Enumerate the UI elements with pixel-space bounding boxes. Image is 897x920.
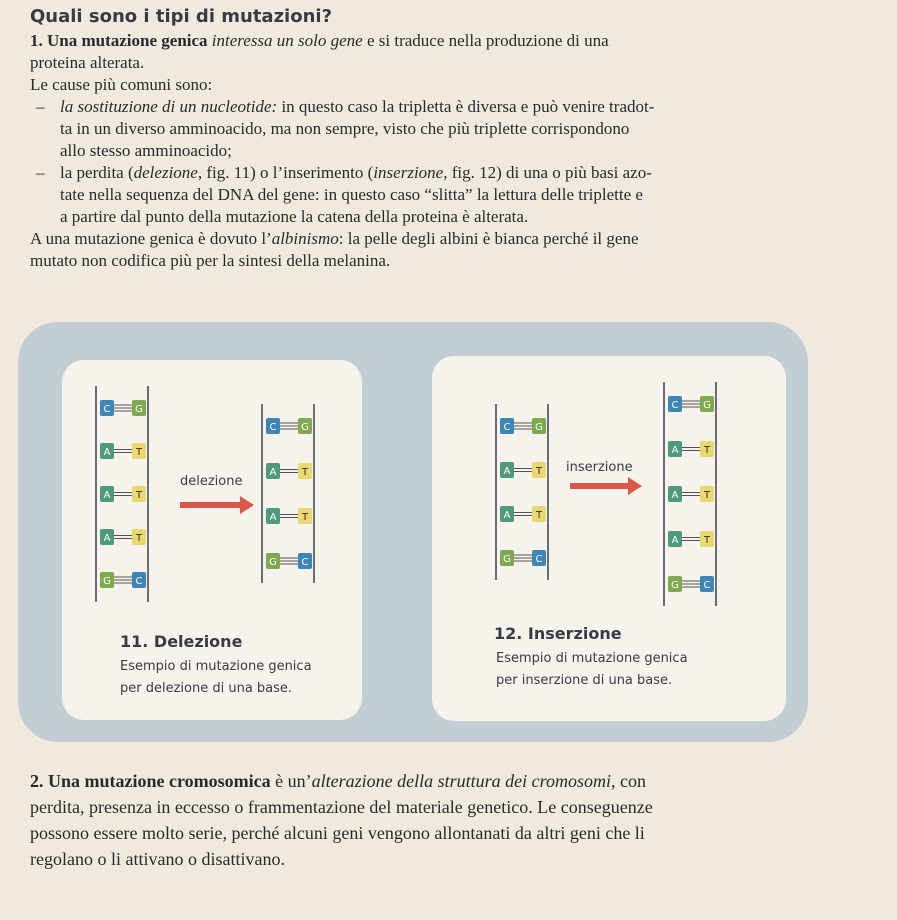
- figure-11-title: 11. Delezione: [120, 632, 243, 651]
- s1-definition: interessa un solo gene: [211, 31, 363, 50]
- nucleotide-label: A: [103, 533, 111, 544]
- nucleotide-label: A: [103, 490, 111, 501]
- nucleotide-label: G: [269, 557, 277, 568]
- base-pair: [266, 418, 312, 434]
- s1-term: Una mutazione genica: [47, 31, 208, 50]
- deletion-arrow-label: delezione: [180, 474, 243, 489]
- deletion-arrow-icon: [180, 496, 254, 514]
- section-2-text: [30, 768, 653, 872]
- base-pair: [500, 462, 546, 478]
- base-pair: [500, 418, 546, 434]
- nucleotide-label: A: [671, 535, 679, 546]
- nucleotide-label: A: [503, 466, 511, 477]
- base-pair: [100, 529, 146, 545]
- base-pair: [266, 508, 312, 524]
- s2-number: 2.: [30, 771, 44, 791]
- nucleotide-label: G: [703, 400, 711, 411]
- nucleotide-label: T: [535, 510, 543, 521]
- base-pair: [266, 553, 312, 569]
- nucleotide-label: T: [535, 466, 543, 477]
- bullet-2-delezione: delezione: [133, 163, 198, 182]
- nucleotide-label: T: [703, 445, 711, 456]
- base-pair: [668, 441, 714, 457]
- bullet-2-part-b: , fig. 11) o l’inserimento (: [197, 163, 374, 182]
- s1-line1-rest: e si traduce nella produzione di una: [366, 31, 609, 50]
- nucleotide-label: T: [135, 490, 143, 501]
- nucleotide-label: C: [503, 422, 511, 433]
- nucleotide-label: T: [135, 447, 143, 458]
- section-heading: Quali sono i tipi di mutazioni?: [30, 6, 333, 27]
- s2-line1-c: , con: [610, 771, 646, 791]
- base-pair: [500, 550, 546, 566]
- nucleotide-label: C: [135, 576, 143, 587]
- insertion-arrow-icon: [570, 477, 642, 495]
- albinismo-term: albinismo: [271, 229, 339, 248]
- nucleotide-label: A: [269, 512, 277, 523]
- bullet-2-part-a: la perdita (: [60, 163, 134, 182]
- nucleotide-label: C: [671, 400, 679, 411]
- nucleotide-label: A: [103, 447, 111, 458]
- fig11-after-strand: [262, 404, 314, 583]
- fig12-before-strand: [496, 404, 548, 580]
- s2-term: Una mutazione cromosomica: [48, 771, 271, 791]
- s1-line-2: proteina alterata.: [30, 53, 145, 72]
- s2-line1-b: è un’: [275, 771, 312, 791]
- bullet-2-line-2: tate nella sequenza del DNA del gene: in questo caso “slitta” la lettura delle triplette e: [60, 185, 643, 204]
- figure-11-caption-2: per delezione di una base.: [120, 681, 293, 696]
- nucleotide-label: A: [503, 510, 511, 521]
- nucleotide-label: T: [301, 512, 309, 523]
- nucleotide-label: A: [269, 467, 277, 478]
- albinismo-part-a: A una mutazione genica è dovuto l’: [30, 229, 272, 248]
- bullet-2-dash: –: [36, 163, 45, 182]
- nucleotide-label: G: [535, 422, 543, 433]
- nucleotide-label: T: [301, 467, 309, 478]
- nucleotide-label: G: [103, 576, 111, 587]
- base-pair: [668, 531, 714, 547]
- bullet-1-line-2: ta in un diverso amminoacido, ma non sempre, visto che più triplette corrispondono: [60, 119, 630, 138]
- bullet-1-dash: –: [36, 97, 45, 116]
- bullet-2-line-1: [30, 162, 654, 184]
- fig11-before-strand: [96, 386, 148, 602]
- nucleotide-label: G: [503, 554, 511, 565]
- nucleotide-label: C: [535, 554, 543, 565]
- nucleotide-label: C: [301, 557, 309, 568]
- section-1-text: [30, 30, 654, 272]
- albinismo-line-1: [30, 228, 654, 250]
- bullet-1-line-3: allo stesso amminoacido;: [60, 141, 232, 160]
- figure-12-card: [432, 356, 786, 721]
- nucleotide-label: C: [103, 404, 111, 415]
- base-pair: [668, 396, 714, 412]
- s2-line-3: possono essere molto serie, perché alcuni geni vengono allontanati da altri geni che li: [30, 823, 645, 843]
- fig12-after-strand: [664, 382, 716, 606]
- nucleotide-label: A: [671, 445, 679, 456]
- base-pair: [100, 400, 146, 416]
- albinismo-line-2: mutato non codifica più per la sintesi della melanina.: [30, 251, 391, 270]
- nucleotide-label: T: [703, 490, 711, 501]
- figure-12-caption-1: Esempio di mutazione genica: [496, 651, 688, 666]
- nucleotide-label: A: [671, 490, 679, 501]
- s1-number: 1.: [30, 31, 43, 50]
- nucleotide-label: T: [703, 535, 711, 546]
- bullet-1-rest: in questo caso la tripletta è diversa e può venire tradot-: [281, 97, 655, 116]
- bullet-1-term: la sostituzione di un nucleotide:: [60, 97, 278, 116]
- s1-line-3: Le cause più comuni sono:: [30, 75, 213, 94]
- s2-line-2: perdita, presenza in eccesso o frammentazione del materiale genetico. Le conseguenze: [30, 797, 653, 817]
- base-pair: [500, 506, 546, 522]
- bullet-2-part-c: , fig. 12) di una o più basi azo-: [443, 163, 652, 182]
- s2-line-4: regolano o li attivano o disattivano.: [30, 849, 285, 869]
- figure-11-card: [62, 360, 362, 720]
- nucleotide-label: T: [135, 533, 143, 544]
- figure-12-title: 12. Inserzione: [494, 624, 622, 643]
- base-pair: [668, 486, 714, 502]
- base-pair: [266, 463, 312, 479]
- base-pair: [100, 572, 146, 588]
- nucleotide-label: C: [269, 422, 277, 433]
- bullet-2-line-3: a partire dal punto della mutazione la catena della proteina è alterata.: [60, 207, 529, 226]
- albinismo-part-b: : la pelle degli albini è bianca perché il gene: [338, 229, 639, 248]
- s2-line1-italic: alterazione della struttura dei cromosomi: [311, 771, 611, 791]
- nucleotide-label: G: [301, 422, 309, 433]
- nucleotide-label: G: [135, 404, 143, 415]
- nucleotide-label: C: [703, 580, 711, 591]
- figure-12-caption-2: per inserzione di una base.: [496, 673, 673, 688]
- bullet-2-inserzione: inserzione: [373, 163, 444, 182]
- s2-line-1: [30, 768, 653, 794]
- s1-line-1: [30, 30, 654, 52]
- base-pair: [100, 486, 146, 502]
- insertion-arrow-label: inserzione: [566, 460, 633, 475]
- bullet-1-line-1: [30, 96, 654, 118]
- base-pair: [100, 443, 146, 459]
- nucleotide-label: G: [671, 580, 679, 591]
- base-pair: [668, 576, 714, 592]
- figure-11-caption-1: Esempio di mutazione genica: [120, 659, 312, 674]
